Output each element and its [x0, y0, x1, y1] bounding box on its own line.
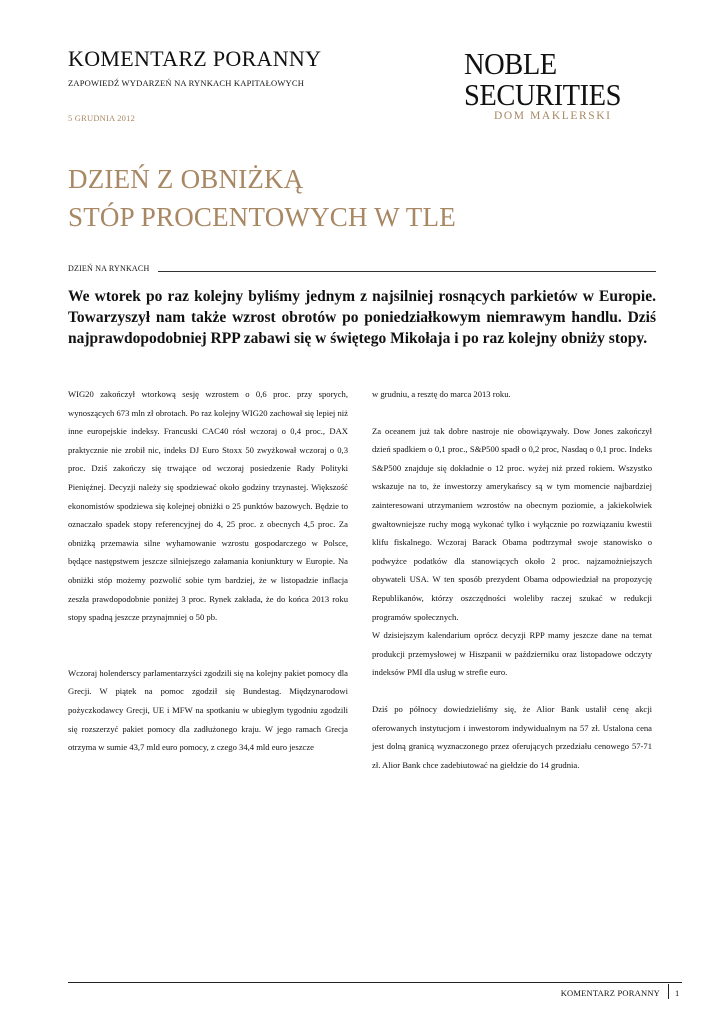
footer-title: KOMENTARZ PORANNY	[560, 988, 660, 998]
section-divider	[158, 271, 656, 272]
headline-line-2: STÓP PROCENTOWYCH W TLE	[68, 202, 456, 232]
right-paragraph-3: W dzisiejszym kalendarium oprócz decyzji RPP mamy jeszcze dane na temat produkcji przemysłowej w Hiszpanii w październiku oraz listopadowe odczyty indeksów PMI dla usług w strefie euro.	[372, 630, 652, 678]
left-column	[68, 385, 348, 757]
footer-divider	[68, 982, 682, 983]
report-subtitle: ZAPOWIEDŹ WYDARZEŃ NA RYNKACH KAPITAŁOWYCH	[68, 78, 305, 88]
right-paragraph-2: Za oceanem już tak dobre nastroje nie obowiązywały. Dow Jones zakończył dzień spadkiem o 0,1 proc., S&P500 spadł o 0,2 proc, Nasdaq o 0,1 proc. Indeks S&P500 znajduje się dokładnie o 12 proc. wyżej niż przed rokiem. Wszystko wskazuje na to, że inwestorzy amerykańscy są w tym momencie najbardziej zainteresowani utrzymaniem wzrostów na obecnym poziomie, a jakiekolwiek gwałtowniejsze ruchy mogą wykonać tylko i wyłącznie po rozwiązaniu kwestii klifu fiskalnego. Wczoraj Barack Obama podtrzymał swoje stanowisko o podwyżce podatków dla stanowiących około 2 proc. najzamożniejszych obywateli USA. W ten sposób prezydent Obama odpowiedział na propozycję Republikanów, którzy oszczędności woleliby raczej szukać w redukcji programów społecznych.	[372, 425, 652, 622]
section-label: DZIEŃ NA RYNKACH	[68, 264, 150, 273]
company-logo	[464, 48, 664, 122]
footer-separator	[668, 984, 669, 999]
right-paragraph-4: Dziś po północy dowiedzieliśmy się, że Alior Bank ustalił cenę akcji oferowanych instytucjom i inwestorom indywidualnym na 57 zł. Ustalona cena jest dolną granicą wyznaczonego przez oferujących przedziału cenowego 57-71 zł. Alior Bank chce zadebiutować na giełdzie do 14 grudnia.	[372, 703, 652, 770]
headline-line-1: DZIEŃ Z OBNIŻKĄ	[68, 164, 304, 194]
logo-line-2: SECURITIES	[464, 77, 622, 112]
lead-paragraph: We wtorek po raz kolejny byliśmy jednym z najsilniej rosnących parkietów w Europie. Towarzyszył nam także wzrost obrotów po poniedziałkowym niemrawym handlu. Dziś najprawdopodobniej RPP zabawi się w świętego Mikołaja i po raz kolejny obniży stopy.	[68, 288, 656, 348]
report-title: KOMENTARZ PORANNY	[68, 46, 322, 71]
left-paragraph-2: Wczoraj holenderscy parlamentarzyści zgodzili się na kolejny pakiet pomocy dla Grecji. W piątek na pomoc zgodził się Bundestag. Międzynarodowi pożyczkodawcy Grecji, UE i MFW na spotkaniu w ubiegłym tygodniu zgodzili się rozszerzyć pakiet pomocy dla zadłużonego kraju. W jego ramach Grecja otrzyma w sumie 43,7 mld euro pomocy, z czego 34,4 mld euro jeszcze	[68, 667, 348, 753]
right-column	[372, 385, 652, 774]
page-number: 1	[675, 988, 680, 998]
logo-subtitle: DOM MAKLERSKI	[494, 110, 612, 122]
right-paragraph-1: w grudniu, a resztę do marca 2013 roku.	[372, 389, 511, 399]
headline	[68, 160, 456, 236]
left-paragraph-1: WIG20 zakończył wtorkową sesję wzrostem o 0,6 proc. przy sporych, wynoszących 673 mln zł obrotach. Po raz kolejny WIG20 zachował się lepiej niż inne europejskie indeksy. Francuski CAC40 rósł wczoraj o 0,4 proc., DAX praktycznie nie zrobił nic, indeks DJ Euro Stoxx 50 zwyżkował wczoraj o 0,3 proc. Dziś zakończy się trwające od wczoraj posiedzenie Rady Polityki Pieniężnej. Decyzji należy się spodziewać około godziny trzynastej. Większość ekonomistów spodziewa się kolejnej obniżki o 25 punktów bazowych. Będzie to oznaczało spadek stopy referencyjnej do 4, 25 proc. z obecnych 4,5 proc. Za obniżką przemawia silne wyhamowanie wzrostu gospodarczego w Polsce, będące następstwem jeszcze silniejszego załamania koniunktury w Europie. Na obniżki stóp możemy pozwolić sobie tym bardziej, że w listopadzie inflacja zeszła prawdopodobnie poniżej 3 proc. Rynek zakłada, że do końca 2013 roku stopy spadną jeszcze przynajmniej o 50 pb.	[68, 389, 348, 623]
logo-line-1: NOBLE	[464, 46, 557, 81]
report-date: 5 GRUDNIA 2012	[68, 113, 136, 123]
